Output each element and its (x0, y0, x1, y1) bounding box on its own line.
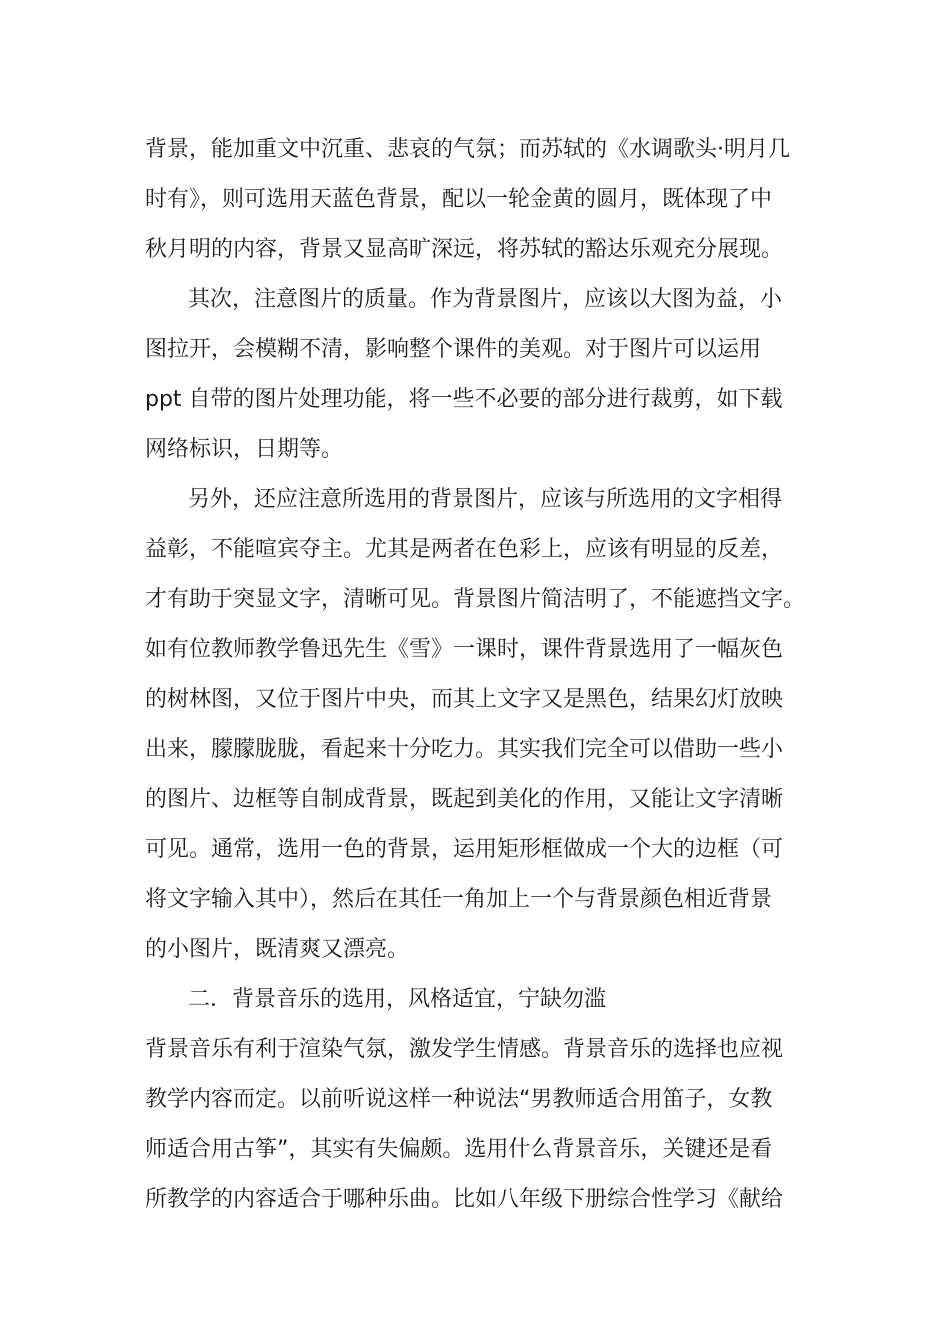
paragraph-line: 教学内容而定。以前听说这样一种说法“男教师适合用笛子，女教 (145, 1087, 773, 1112)
paragraph-line: 所教学的内容适合于哪种乐曲。比如八年级下册综合性学习《献给 (145, 1187, 784, 1212)
paragraph-line: 的图片、边框等自制成背景，既起到美化的作用，又能让文字清晰 (145, 787, 784, 812)
paragraph-line: 背景音乐有利于渲染气氛，激发学生情感。背景音乐的选择也应视 (145, 1037, 784, 1062)
paragraph-line: 时有》，则可选用天蓝色背景，配以一轮金黄的圆月，既体现了中 (145, 187, 773, 212)
section-heading: 二．背景音乐的选用，风格适宜，宁缺勿滥 (188, 987, 607, 1012)
paragraph-line: 图拉开，会模糊不清，影响整个课件的美观。对于图片可以运用 (145, 337, 762, 362)
paragraph-line: 出来，朦朦胧胧，看起来十分吃力。其实我们完全可以借助一些小 (145, 737, 784, 762)
paragraph-line: ppt 自带的图片处理功能，将一些不必要的部分进行裁剪，如下载 (145, 387, 783, 412)
paragraph-line: 才有助于突显文字，清晰可见。背景图片简洁明了，不能遮挡文字。 (145, 587, 806, 612)
paragraph-line: 如有位教师教学鲁迅先生《雪》一课时，课件背景选用了一幅灰色 (145, 637, 784, 662)
paragraph-line: 的树林图，又位于图片中央，而其上文字又是黑色，结果幻灯放映 (145, 687, 784, 712)
paragraph-line: 师适合用古筝”，其实有失偏颇。选用什么背景音乐，关键还是看 (145, 1137, 773, 1162)
paragraph-line: 的小图片，既清爽又漂亮。 (145, 937, 410, 962)
paragraph-line: 益彰，不能喧宾夺主。尤其是两者在色彩上，应该有明显的反差， (145, 537, 784, 562)
paragraph-line: 其次，注意图片的质量。作为背景图片，应该以大图为益，小 (188, 287, 783, 312)
paragraph-line: 另外，还应注意所选用的背景图片，应该与所选用的文字相得 (188, 487, 783, 512)
paragraph-line: 可见。通常，选用一色的背景，运用矩形框做成一个大的边框（可 (145, 837, 784, 862)
paragraph-line: 秋月明的内容，背景又显高旷深远，将苏轼的豁达乐观充分展现。 (145, 237, 784, 262)
paragraph-line: 背景，能加重文中沉重、悲哀的气氛；而苏轼的《水调歌头·明月几 (145, 137, 790, 162)
paragraph-line: 网络标识，日期等。 (145, 437, 344, 462)
paragraph-line: 将文字输入其中），然后在其任一角加上一个与背景颜色相近背景 (145, 887, 773, 912)
